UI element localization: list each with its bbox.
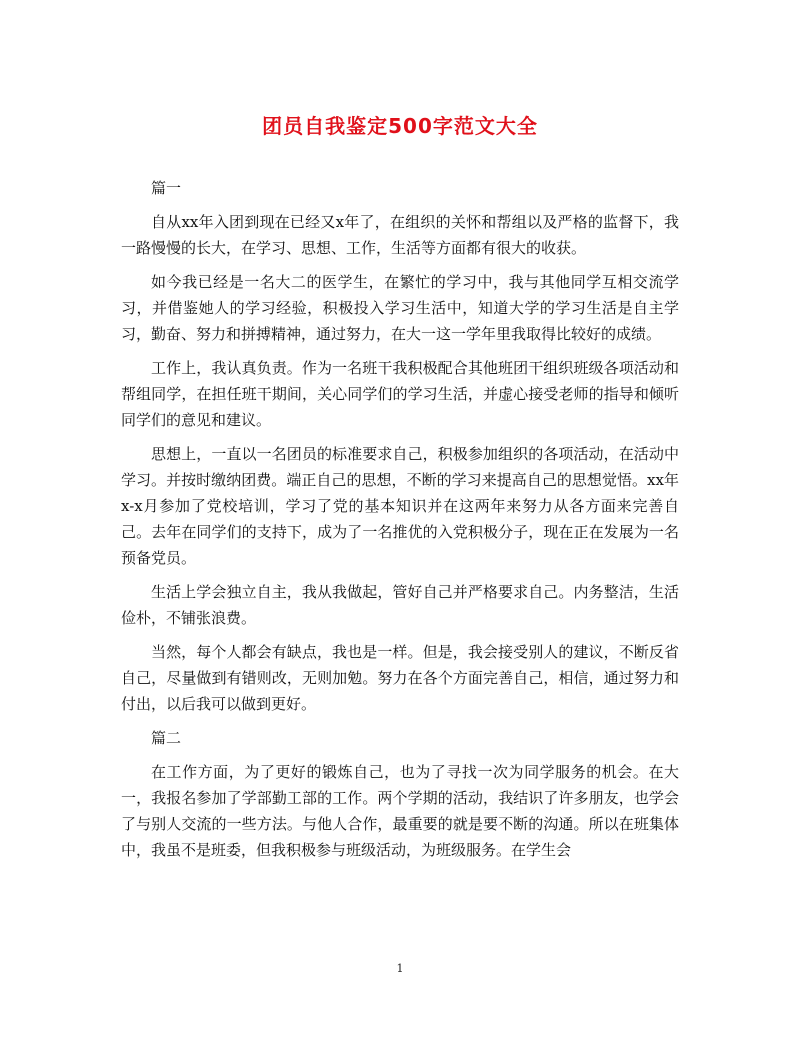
section-heading-1: 篇一 <box>151 179 182 197</box>
document-body <box>121 175 679 871</box>
paragraph-6: 当然，每个人都会有缺点，我也是一样。但是，我会接受别人的建议，不断反省自己，尽量做到有错则改，无则加勉。努力在各个方面完善自己，相信，通过努力和付出，以后我可以做到更好。 <box>121 643 679 713</box>
paragraph-3: 工作上，我认真负责。作为一名班干我积极配合其他班团干组织班级各项活动和帮组同学，在担任班干期间，关心同学们的学习生活，并虚心接受老师的指导和倾听同学们的意见和建议。 <box>121 359 679 429</box>
section-heading-2: 篇二 <box>151 729 182 747</box>
paragraph-4: 思想上，一直以一名团员的标准要求自己，积极参加组织的各项活动，在活动中学习。并按时缴纳团费。端正自己的思想，不断的学习来提高自己的思想觉悟。xx年x-x月参加了党校培训，学习了党的基本知识并在这两年来努力从各方面来完善自己。去年在同学们的支持下，成为了一名推优的入党积极分子，现在正在发展为一名预备党员。 <box>121 445 679 567</box>
document-title: 团员自我鉴定500字范文大全 <box>262 114 538 138</box>
paragraph-5: 生活上学会独立自主，我从我做起，管好自己并严格要求自己。内务整洁，生活俭朴，不铺张浪费。 <box>121 583 679 627</box>
paragraph-7: 在工作方面，为了更好的锻炼自己，也为了寻找一次为同学服务的机会。在大一，我报名参加了学部勤工部的工作。两个学期的活动，我结识了许多朋友，也学会了与别人交流的一些方法。与他人合作，最重要的就是要不断的沟通。所以在班集体中，我虽不是班委，但我积极参与班级活动，为班级服务。在学生会 <box>121 763 679 859</box>
page-number: 1 <box>396 962 404 975</box>
paragraph-1: 自从xx年入团到现在已经又x年了，在组织的关怀和帮组以及严格的监督下，我一路慢慢的长大，在学习、思想、工作，生活等方面都有很大的收获。 <box>121 213 679 257</box>
paragraph-2: 如今我已经是一名大二的医学生，在繁忙的学习中，我与其他同学互相交流学习，并借鉴她人的学习经验，积极投入学习生活中，知道大学的学习生活是自主学习，勤奋、努力和拼搏精神，通过努力，在大一这一学年里我取得比较好的成绩。 <box>121 273 679 343</box>
